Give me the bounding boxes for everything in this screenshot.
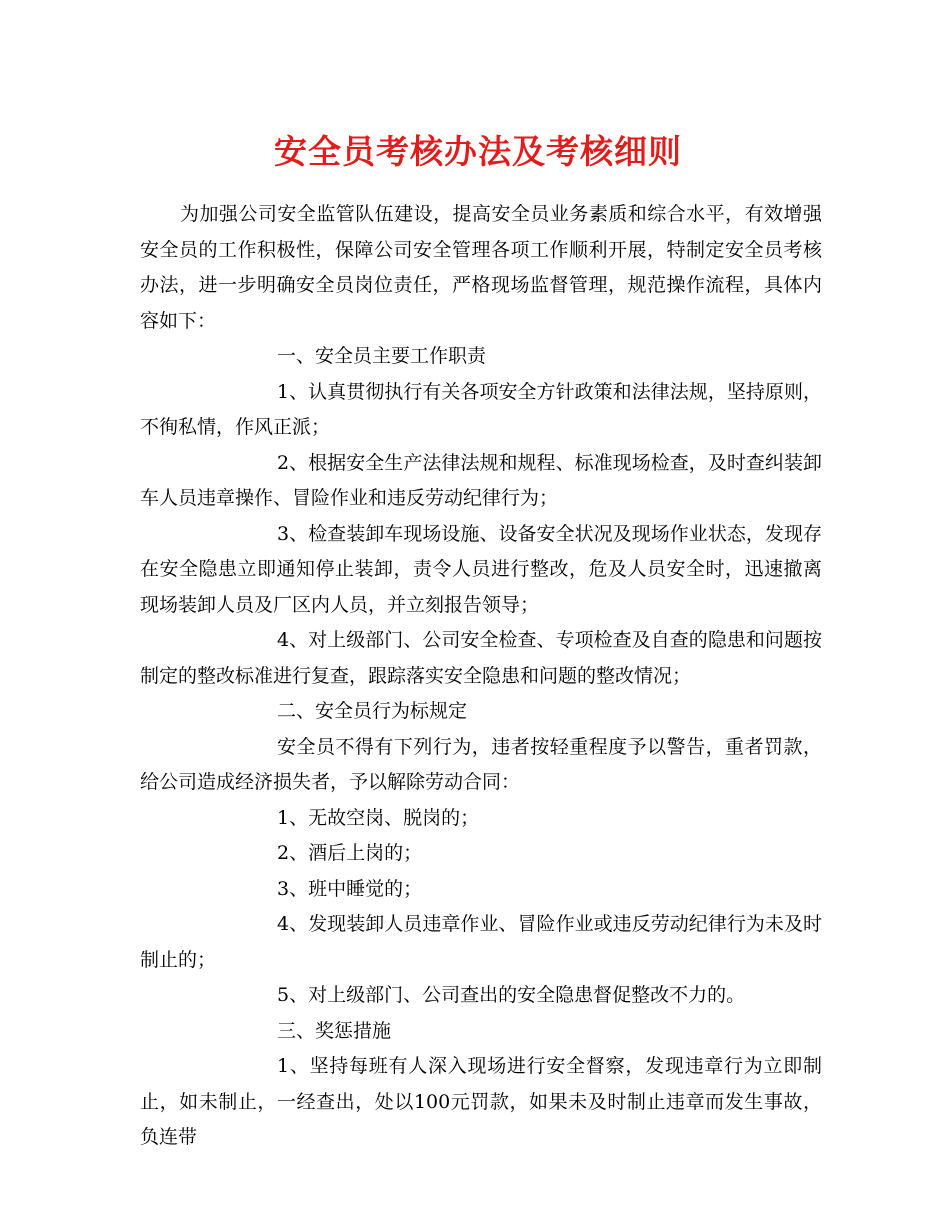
- paragraph: 安全员不得有下列行为，违者按轻重程度予以警告，重者罚款，给公司造成经济损失者，予以解除劳动合同：: [140, 735, 822, 793]
- paragraph: 三、奖惩措施: [277, 1019, 392, 1042]
- paragraph: 4、对上级部门、公司安全检查、专项检查及自查的隐患和问题按制定的整改标准进行复查，跟踪落实安全隐患和问题的整改情况；: [140, 629, 822, 687]
- paragraph: 1、无故空岗、脱岗的；: [277, 806, 480, 829]
- paragraph: 2、酒后上岗的；: [277, 842, 423, 864]
- paragraph: 5、对上级部门、公司查出的安全隐患督促整改不力的。: [277, 984, 746, 1006]
- paragraph: 1、认真贯彻执行有关各项安全方针政策和法律法规，坚持原则，不徇私情，作风正派；: [140, 380, 822, 438]
- document-title: 安全员考核办法及考核细则: [274, 132, 682, 171]
- paragraph: 1、坚持每班有人深入现场进行安全督察，发现违章行为立即制止，如未制止，一经查出，处以100元罚款，如果未及时制止违章而发生事故，负连带: [140, 1055, 822, 1148]
- paragraph: 为加强公司安全监管队伍建设，提高安全员业务素质和综合水平，有效增强安全员的工作积极性，保障公司安全管理各项工作顺利开展，特制定安全员考核办法，进一步明确安全员岗位责任，严格现场监督管理，规范操作流程，具体内容如下：: [140, 203, 822, 332]
- paragraph: 3、检查装卸车现场设施、设备安全状况及现场作业状态，发现存在安全隐患立即通知停止装卸，责令人员进行整改，危及人员安全时，迅速撤离现场装卸人员及厂区内人员，并立刻报告领导；: [140, 522, 822, 616]
- paragraph: 一、安全员主要工作职责: [277, 345, 487, 367]
- paragraph: 3、班中睡觉的；: [277, 877, 423, 900]
- document-body: [140, 197, 822, 1156]
- paragraph: 4、发现装卸人员违章作业、冒险作业或违反劳动纪律行为未及时制止的；: [140, 913, 822, 971]
- paragraph: 二、安全员行为标规定: [277, 700, 468, 722]
- paragraph: 2、根据安全生产法律法规和规程、标准现场检查，及时查纠装卸车人员违章操作、冒险作业和违反劳动纪律行为；: [140, 451, 822, 509]
